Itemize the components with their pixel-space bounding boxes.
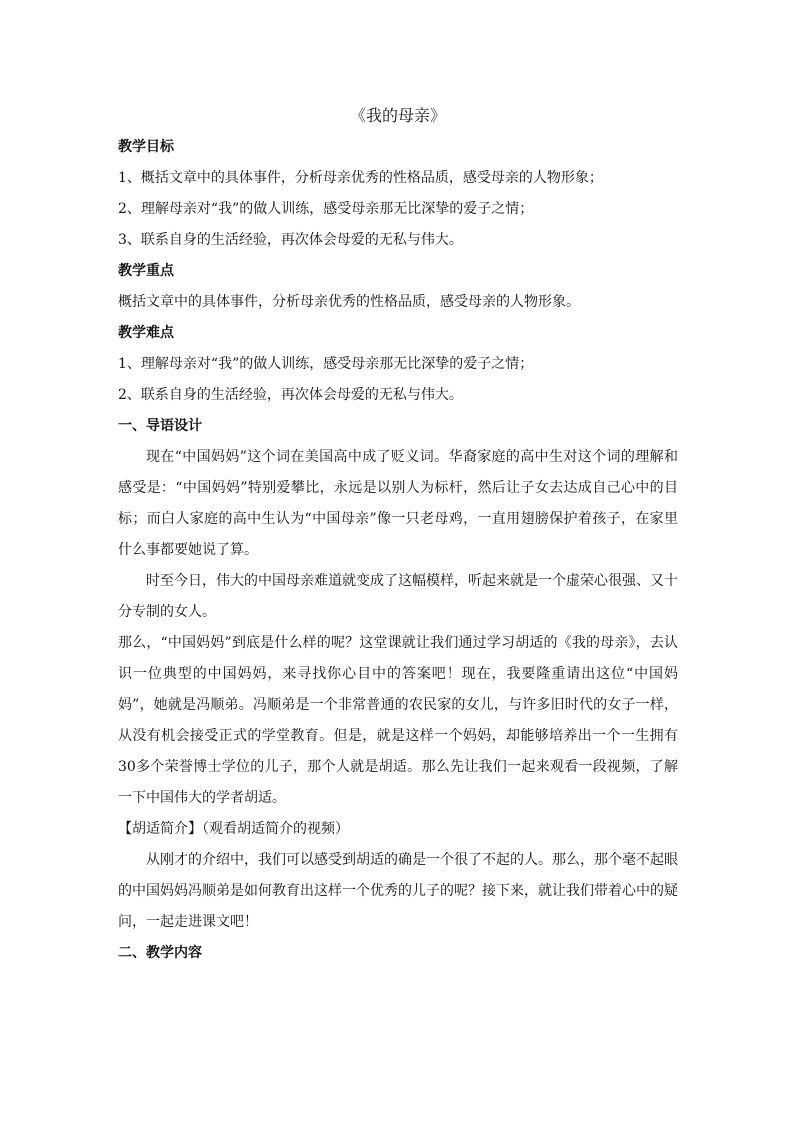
difficulty-item: 2、联系自身的生活经验，再次体会母爱的无私与伟大。 [118,387,463,403]
intro-paragraph: 那么，“中国妈妈”到底是什么样的呢？这堂课就让我们通过学习胡适的《我的母亲》，去认识一位典型的中国妈妈，来寻找你心目中的答案吧！现在，我要隆重请出这位“中国妈妈”，她就是冯顺弟。冯顺弟是一个非常普通的农民家的女儿，与许多旧时代的女子一样，从没有机会接受正式的学堂教育。但是，就是这样一个妈妈，却能够培养出一个一生拥有30多个荣誉博士学位的儿子，那个人就是胡适。那么先让我们一起来观看一段视频，了解一下中国伟大的学者胡适。 [118,635,678,806]
document-title: 《我的母亲》 [349,106,446,125]
difficulties-heading: 教学难点 [118,325,174,341]
key-points-heading: 教学重点 [118,263,174,279]
section-heading-content: 二、教学内容 [118,945,202,961]
intro-paragraph: 从刚才的介绍中，我们可以感受到胡适的确是一个很了不起的人。那么，那个毫不起眼的中国妈妈冯顺弟是如何教育出这样一个优秀的儿子的呢？接下来，就让我们带着心中的疑问，一起走进课文吧！ [118,852,678,930]
goal-item: 2、理解母亲对“我”的做人训练，感受母亲那无比深挚的爱子之情； [118,201,534,217]
intro-paragraph: 现在“中国妈妈”这个词在美国高中成了贬义词。华裔家庭的高中生对这个词的理解和感受是：“中国妈妈”特别爱攀比，永远是以别人为标杆，然后让子女去达成自己心中的目标；而白人家庭的高中生认为“中国母亲”像一只老母鸡，一直用翅膀保护着孩子，在家里什么事都要她说了算。 [118,449,678,558]
difficulty-item: 1、理解母亲对“我”的做人训练，感受母亲那无比深挚的爱子之情； [118,356,534,372]
hushi-intro-label: 【胡适简介】（观看胡适简介的视频） [118,821,349,837]
section-heading-intro: 一、导语设计 [118,418,202,434]
intro-paragraph: 时至今日，伟大的中国母亲难道就变成了这幅模样，听起来就是一个虚荣心很强、又十分专制的女人。 [118,573,678,620]
goals-heading: 教学目标 [118,139,174,155]
goal-item: 3、联系自身的生活经验，再次体会母爱的无私与伟大。 [118,232,463,248]
key-points-text: 概括文章中的具体事件，分析母亲优秀的性格品质，感受母亲的人物形象。 [118,294,580,310]
goal-item: 1、概括文章中的具体事件，分析母亲优秀的性格品质，感受母亲的人物形象； [118,170,603,186]
document-content [118,100,678,969]
